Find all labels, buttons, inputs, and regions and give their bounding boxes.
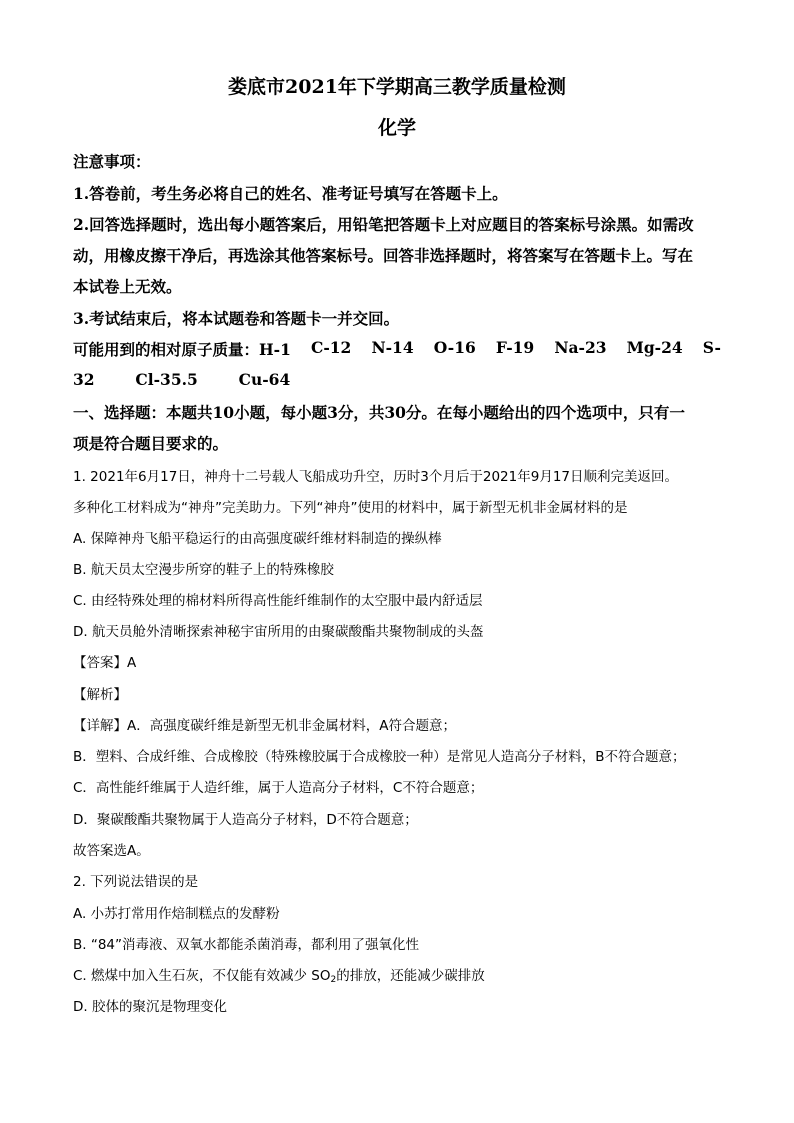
atomic-mass-item: Cu-64: [238, 370, 291, 389]
subscript-2: 2: [330, 975, 337, 985]
atomic-mass-item: 32: [73, 370, 95, 389]
q2-option-d: D. 胶体的聚沉是物理变化: [73, 999, 227, 1015]
atomic-mass-item: Cl-35.5: [135, 370, 198, 389]
atomic-mass-item: O-16: [433, 338, 476, 357]
q2-option-c: [73, 964, 485, 985]
atomic-mass-row-1: [73, 338, 721, 360]
q1-option-c: C. 由经特殊处理的棉材料所得高性能纤维制作的太空服中最内舒适层: [73, 593, 483, 609]
atomic-mass-item: Na-23: [554, 338, 607, 357]
q1-option-d: D. 航天员舱外清晰探索神秘宇宙所用的由聚碳酸酯共聚物制成的头盔: [73, 624, 484, 640]
q1-detail-b: B．塑料、合成纤维、合成橡胶（特殊橡胶属于合成橡胶一种）是常见人造高分子材料，B不符合题意；: [73, 749, 686, 765]
atomic-mass-item: C-12: [310, 338, 352, 357]
subject-title: 化学: [377, 117, 416, 139]
atomic-mass-label: 可能用到的相对原子质量：H-1: [73, 340, 291, 359]
q2-option-b: B. “84”消毒液、双氧水都能杀菌消毒，都利用了强氧化性: [73, 937, 420, 953]
q2-option-c-text: C. 燃煤中加入生石灰，不仅能有效减少 SO: [73, 968, 331, 984]
q1-option-a: A. 保障神舟飞船平稳运行的由高强度碳纤维材料制造的操纵棒: [73, 531, 442, 547]
q1-detail-a: 【详解】A．高强度碳纤维是新型无机非金属材料，A符合题意；: [73, 718, 456, 734]
note-item-2-line2: 动，用橡皮擦干净后，再选涂其他答案标号。回答非选择题时，将答案写在答题卡上。写在: [73, 246, 694, 265]
note-item-3: 3.考试结束后，将本试题卷和答题卡一并交回。: [73, 309, 400, 328]
section-1-heading-line1: 一、选择题：本题共10小题，每小题3分，共30分。在每小题给出的四个选项中，只有一: [73, 403, 685, 422]
q2-stem: 2. 下列说法错误的是: [73, 874, 199, 890]
exam-title: 娄底市2021年下学期高三教学质量检测: [228, 76, 566, 98]
atomic-mass-item: S-: [702, 338, 721, 357]
q1-stem-line2: 多种化工材料成为“神舟”完美助力。下列“神舟”使用的材料中，属于新型无机非金属材料的是: [73, 500, 628, 516]
section-1-heading-line2: 项是符合题目要求的。: [73, 434, 229, 453]
q1-option-b: B. 航天员太空漫步所穿的鞋子上的特殊橡胶: [73, 562, 334, 578]
atomic-mass-item: F-19: [495, 338, 535, 357]
q1-detail-d: D．聚碳酸酯共聚物属于人造高分子材料，D不符合题意；: [73, 812, 418, 828]
atomic-mass-row-2: [73, 370, 290, 389]
notes-heading: 注意事项：: [73, 152, 151, 171]
note-item-2-line1: 2.回答选择题时，选出每小题答案后，用铅笔把答题卡上对应题目的答案标号涂黑。如需改: [73, 215, 694, 234]
atomic-mass-item: Mg-24: [626, 338, 683, 357]
q1-conclusion: 故答案选A。: [73, 843, 150, 859]
q1-analysis-heading: 【解析】: [73, 687, 127, 703]
atomic-mass-item: N-14: [371, 338, 414, 357]
q2-option-c-text-rest: 的排放，还能减少碳排放: [336, 968, 485, 984]
q1-answer: 【答案】A: [73, 655, 137, 671]
q1-stem-line1: 1. 2021年6月17日，神舟十二号载人飞船成功升空，历时3个月后于2021年9月17日顺利完美返回。: [73, 469, 679, 485]
note-item-1: 1.答卷前，考生务必将自己的姓名、准考证号填写在答题卡上。: [73, 184, 508, 203]
note-item-2-line3: 本试卷上无效。: [73, 277, 182, 296]
q1-detail-c: C．高性能纤维属于人造纤维，属于人造高分子材料，C不符合题意；: [73, 780, 484, 796]
q2-option-a: A. 小苏打常用作焙制糕点的发酵粉: [73, 906, 280, 922]
